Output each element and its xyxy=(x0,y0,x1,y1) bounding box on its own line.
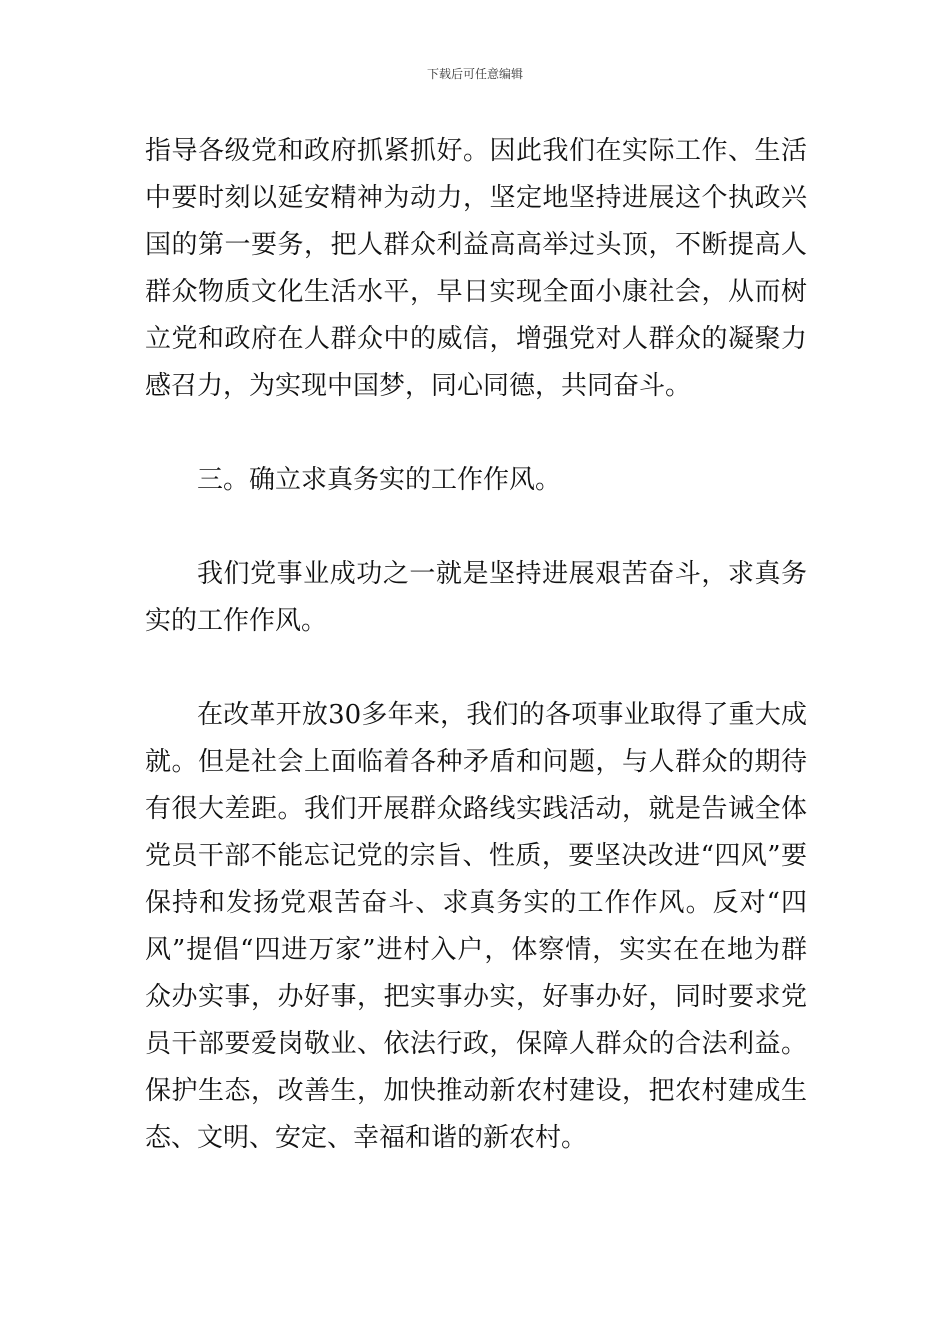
paragraph-gap xyxy=(145,410,807,457)
paragraph: 我们党事业成功之一就是坚持进展艰苦奋斗，求真务实的工作作风。 xyxy=(145,559,807,636)
page-header: 下载后可任意编辑 xyxy=(426,67,523,81)
section-heading: 三。确立求真务实的工作作风。 xyxy=(197,465,562,495)
document-body xyxy=(145,128,807,1162)
paragraph-gap xyxy=(145,504,807,551)
paragraph-continuation: 指导各级党和政府抓紧抓好。因此我们在实际工作、生活中要时刻以延安精神为动力，坚定地坚持进展这个执政兴国的第一要务，把人群众利益高高举过头顶，不断提高人群众物质文化生活水平，早日实现全面小康社会，从而树立党和政府在人群众中的威信，增强党对人群众的凝聚力感召力，为实现中国梦，同心同德，共同奋斗。 xyxy=(145,136,807,401)
paragraph: 在改革开放30多年来，我们的各项事业取得了重大成就。但是社会上面临着各种矛盾和问题，与人群众的期待有很大差距。我们开展群众路线实践活动，就是告诫全体党员干部不能忘记党的宗旨、性质，要坚决改进“四风”要保持和发扬党艰苦奋斗、求真务实的工作作风。反对“四风”提倡“四进万家”进村入户，体察情，实实在在地为群众办实事，办好事，把实事办实，好事办好，同时要求党员干部要爱岗敬业、依法行政，保障人群众的合法利益。保护生态，改善生，加快推动新农村建设，把农村建成生态、文明、安定、幸福和谐的新农村。 xyxy=(145,700,807,1153)
paragraph-gap xyxy=(145,645,807,692)
